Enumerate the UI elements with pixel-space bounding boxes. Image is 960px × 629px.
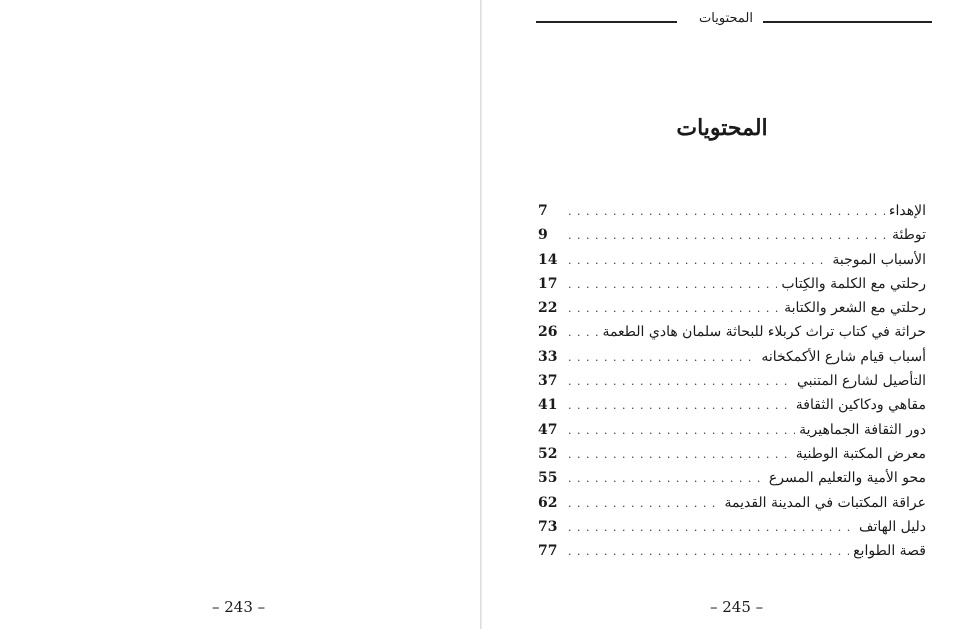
toc-leader-dots bbox=[568, 351, 757, 364]
toc-leader-dots bbox=[568, 229, 888, 242]
toc-entry-title: التأصيل لشارع المتنبي bbox=[797, 373, 926, 390]
running-header bbox=[536, 10, 932, 30]
toc-page-number: 41 bbox=[538, 397, 558, 414]
toc-entry bbox=[538, 519, 926, 543]
toc-entry-title: الأسباب الموجبة bbox=[832, 251, 926, 268]
toc-leader-dots bbox=[568, 448, 792, 461]
toc-entry-title: الإهداء bbox=[888, 203, 926, 219]
toc-page-number: 55 bbox=[538, 470, 558, 487]
toc-entry-title: توطئة bbox=[891, 227, 926, 244]
left-page-number: – 243 – bbox=[212, 598, 266, 616]
toc-entry bbox=[538, 252, 926, 276]
toc-page-number: 77 bbox=[538, 543, 558, 560]
toc-page-number: 26 bbox=[538, 324, 558, 341]
toc-leader-dots bbox=[568, 497, 720, 510]
toc-entry bbox=[538, 470, 926, 494]
toc-page-number: 9 bbox=[538, 227, 548, 244]
right-page-number: – 245 – bbox=[710, 598, 764, 616]
toc-page-number: 14 bbox=[538, 251, 558, 268]
toc-leader-dots bbox=[568, 326, 598, 339]
toc-leader-dots bbox=[568, 254, 828, 267]
toc-entry bbox=[538, 349, 926, 373]
toc-page-number: 52 bbox=[538, 445, 558, 462]
toc-page-number: 73 bbox=[538, 518, 558, 535]
toc-leader-dots bbox=[568, 302, 780, 315]
toc-entry bbox=[538, 276, 926, 300]
toc-entry bbox=[538, 324, 926, 348]
toc-entry-title: محو الأمية والتعليم المسرع bbox=[768, 470, 926, 487]
toc-entry-title: رحلتي مع الشعر والكتابة bbox=[784, 300, 926, 317]
toc-leader-dots bbox=[568, 375, 793, 388]
table-of-contents bbox=[538, 203, 926, 567]
toc-entry bbox=[538, 495, 926, 519]
toc-entry bbox=[538, 203, 926, 227]
toc-entry-title: معرض المكتبة الوطنية bbox=[795, 445, 926, 462]
toc-entry-title: دليل الهاتف bbox=[858, 518, 926, 535]
toc-page-number: 37 bbox=[538, 373, 558, 390]
toc-page-number: 17 bbox=[538, 275, 558, 292]
toc-leader-dots bbox=[568, 399, 792, 412]
toc-entry bbox=[538, 227, 926, 251]
running-header-title: المحتويات bbox=[699, 11, 753, 26]
toc-entry bbox=[538, 446, 926, 470]
toc-entry bbox=[538, 543, 926, 567]
toc-entry-title: دور الثقافة الجماهيرية bbox=[799, 421, 926, 438]
header-rule-right bbox=[763, 21, 932, 23]
toc-leader-dots bbox=[568, 278, 777, 291]
toc-page-number: 22 bbox=[538, 300, 558, 317]
toc-entry-title: قصة الطوابع bbox=[853, 543, 926, 560]
toc-entry bbox=[538, 397, 926, 421]
toc-leader-dots bbox=[568, 472, 765, 485]
toc-leader-dots bbox=[568, 205, 885, 218]
toc-leader-dots bbox=[568, 521, 855, 534]
toc-entry-title: رحلتي مع الكلمة والكِتاب bbox=[781, 275, 926, 292]
contents-title: المحتويات bbox=[676, 115, 768, 141]
toc-leader-dots bbox=[568, 424, 795, 437]
toc-entry-title: حراثة في كتاب تراث كربلاء للبحاثة سلمان هادي الطعمة bbox=[602, 324, 926, 341]
toc-leader-dots bbox=[568, 545, 849, 558]
toc-entry-title: أسباب قيام شارع الأكمكخانه bbox=[761, 348, 926, 365]
toc-page-number: 7 bbox=[538, 203, 548, 219]
toc-page-number: 47 bbox=[538, 421, 558, 438]
toc-entry bbox=[538, 300, 926, 324]
toc-entry-title: عراقة المكتبات في المدينة القديمة bbox=[724, 494, 926, 511]
toc-entry-title: مقاهي ودكاكين الثقافة bbox=[795, 397, 926, 414]
toc-page-number: 62 bbox=[538, 494, 558, 511]
toc-entry bbox=[538, 373, 926, 397]
toc-entry bbox=[538, 422, 926, 446]
right-page bbox=[482, 0, 960, 629]
toc-page-number: 33 bbox=[538, 348, 558, 365]
header-rule-left bbox=[536, 21, 677, 23]
